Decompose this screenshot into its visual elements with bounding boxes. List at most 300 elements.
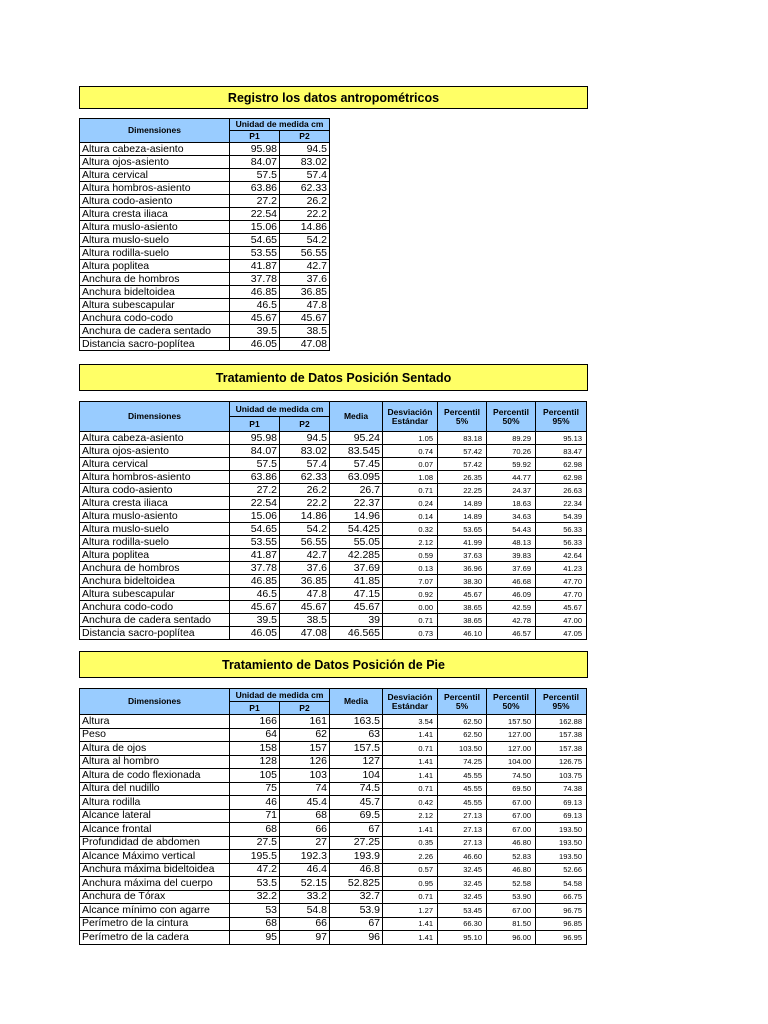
- table-row: [80, 234, 330, 247]
- cell-percentil-95: 56.33: [536, 523, 587, 536]
- cell-p1: 46.85: [230, 575, 280, 588]
- dimension-label: Altura muslo-asiento: [80, 510, 230, 523]
- cell-desviacion: 0.71: [383, 890, 438, 904]
- pie-table: [79, 688, 587, 945]
- cell-p2: 47.08: [280, 627, 330, 640]
- cell-p2: 62.33: [280, 182, 330, 195]
- cell-desviacion: 1.41: [383, 755, 438, 769]
- sentado-title: Tratamiento de Datos Posición Sentado: [79, 364, 588, 391]
- cell-desviacion: 0.95: [383, 877, 438, 891]
- table-row: [80, 195, 330, 208]
- header-p2: P2: [280, 417, 330, 432]
- cell-percentil-50: 53.90: [487, 890, 536, 904]
- cell-desviacion: 1.41: [383, 728, 438, 742]
- cell-percentil-95: 162.88: [536, 715, 587, 729]
- cell-percentil-95: 157.38: [536, 728, 587, 742]
- cell-media: 163.5: [330, 715, 383, 729]
- cell-desviacion: 0.71: [383, 614, 438, 627]
- cell-percentil-95: 42.64: [536, 549, 587, 562]
- cell-percentil-50: 89.29: [487, 432, 536, 445]
- cell-media: 39: [330, 614, 383, 627]
- header-unidad: Unidad de medida cm: [230, 119, 330, 131]
- cell-p2: 47.8: [280, 588, 330, 601]
- cell-percentil-5: 38.30: [438, 575, 487, 588]
- dimension-label: Altura muslo-suelo: [80, 234, 230, 247]
- registro-title: Registro los datos antropométricos: [79, 86, 588, 109]
- dimension-label: Anchura de Tórax: [80, 890, 230, 904]
- cell-percentil-50: 18.63: [487, 497, 536, 510]
- cell-p1: 158: [230, 742, 280, 756]
- cell-desviacion: 1.41: [383, 769, 438, 783]
- cell-p1: 63.86: [230, 182, 280, 195]
- dimension-label: Profundidad de abdomen: [80, 836, 230, 850]
- cell-percentil-50: 59.92: [487, 458, 536, 471]
- cell-percentil-50: 39.83: [487, 549, 536, 562]
- dimension-label: Altura rodilla: [80, 796, 230, 810]
- cell-p1: 95: [230, 931, 280, 945]
- header-p1: P1: [230, 702, 280, 715]
- cell-p1: 95.98: [230, 432, 280, 445]
- cell-desviacion: 3.54: [383, 715, 438, 729]
- dimension-label: Anchura bideltoidea: [80, 286, 230, 299]
- cell-p1: 53.55: [230, 536, 280, 549]
- cell-desviacion: 0.71: [383, 782, 438, 796]
- cell-p2: 192.3: [280, 850, 330, 864]
- cell-media: 95.24: [330, 432, 383, 445]
- cell-media: 104: [330, 769, 383, 783]
- cell-p1: 37.78: [230, 273, 280, 286]
- cell-percentil-50: 127.00: [487, 742, 536, 756]
- dimension-label: Altura al hombro: [80, 755, 230, 769]
- table-row: [80, 169, 330, 182]
- cell-percentil-5: 46.60: [438, 850, 487, 864]
- header-p1: P1: [230, 417, 280, 432]
- cell-p2: 38.5: [280, 325, 330, 338]
- cell-desviacion: 0.00: [383, 601, 438, 614]
- table-row: [80, 836, 587, 850]
- cell-percentil-5: 45.55: [438, 796, 487, 810]
- cell-media: 63: [330, 728, 383, 742]
- cell-percentil-50: 46.57: [487, 627, 536, 640]
- dimension-label: Altura del nudillo: [80, 782, 230, 796]
- cell-media: 96: [330, 931, 383, 945]
- cell-percentil-95: 193.50: [536, 836, 587, 850]
- cell-p2: 45.67: [280, 312, 330, 325]
- header-p2: P2: [280, 702, 330, 715]
- table-row: [80, 823, 587, 837]
- table-row: [80, 890, 587, 904]
- cell-p1: 39.5: [230, 614, 280, 627]
- cell-percentil-95: 62.98: [536, 471, 587, 484]
- cell-percentil-5: 53.45: [438, 904, 487, 918]
- dimension-label: Altura poplitea: [80, 260, 230, 273]
- cell-percentil-95: 157.38: [536, 742, 587, 756]
- dimension-label: Altura cervical: [80, 169, 230, 182]
- cell-p2: 37.6: [280, 273, 330, 286]
- cell-p1: 46.5: [230, 588, 280, 601]
- dimension-label: Altura codo-asiento: [80, 484, 230, 497]
- cell-desviacion: 0.71: [383, 742, 438, 756]
- dimension-label: Alcance lateral: [80, 809, 230, 823]
- header-p1: P1: [230, 131, 280, 143]
- cell-percentil-50: 127.00: [487, 728, 536, 742]
- cell-p1: 15.06: [230, 510, 280, 523]
- cell-p1: 46.05: [230, 627, 280, 640]
- cell-percentil-95: 95.13: [536, 432, 587, 445]
- cell-percentil-50: 81.50: [487, 917, 536, 931]
- cell-percentil-50: 46.09: [487, 588, 536, 601]
- cell-percentil-95: 66.75: [536, 890, 587, 904]
- cell-p1: 68: [230, 917, 280, 931]
- table-row: [80, 523, 587, 536]
- header-percentil-50: Percentil 50%: [487, 689, 536, 715]
- cell-p2: 47.08: [280, 338, 330, 351]
- cell-percentil-5: 37.63: [438, 549, 487, 562]
- cell-percentil-95: 22.34: [536, 497, 587, 510]
- table-row: [80, 247, 330, 260]
- cell-p2: 83.02: [280, 156, 330, 169]
- cell-p2: 57.4: [280, 169, 330, 182]
- pie-title: Tratamiento de Datos Posición de Pie: [79, 651, 588, 678]
- cell-percentil-5: 32.45: [438, 890, 487, 904]
- cell-percentil-5: 66.30: [438, 917, 487, 931]
- cell-desviacion: 0.73: [383, 627, 438, 640]
- cell-percentil-95: 47.70: [536, 575, 587, 588]
- cell-p2: 42.7: [280, 260, 330, 273]
- cell-desviacion: 0.74: [383, 445, 438, 458]
- cell-p1: 84.07: [230, 445, 280, 458]
- table-row: [80, 286, 330, 299]
- cell-media: 67: [330, 917, 383, 931]
- table-row: [80, 458, 587, 471]
- cell-percentil-50: 67.00: [487, 823, 536, 837]
- cell-desviacion: 1.08: [383, 471, 438, 484]
- cell-percentil-95: 193.50: [536, 823, 587, 837]
- cell-p1: 37.78: [230, 562, 280, 575]
- table-row: [80, 755, 587, 769]
- cell-p1: 57.5: [230, 458, 280, 471]
- cell-p2: 37.6: [280, 562, 330, 575]
- cell-desviacion: 1.41: [383, 823, 438, 837]
- cell-p2: 46.4: [280, 863, 330, 877]
- cell-media: 69.5: [330, 809, 383, 823]
- cell-desviacion: 0.32: [383, 523, 438, 536]
- header-dimensiones: Dimensiones: [80, 119, 230, 143]
- cell-p1: 46.85: [230, 286, 280, 299]
- cell-percentil-50: 67.00: [487, 904, 536, 918]
- cell-percentil-5: 45.55: [438, 782, 487, 796]
- dimension-label: Alcance frontal: [80, 823, 230, 837]
- cell-p2: 47.8: [280, 299, 330, 312]
- table-row: [80, 471, 587, 484]
- cell-percentil-5: 45.67: [438, 588, 487, 601]
- cell-percentil-5: 27.13: [438, 836, 487, 850]
- cell-percentil-5: 46.10: [438, 627, 487, 640]
- cell-percentil-50: 24.37: [487, 484, 536, 497]
- cell-desviacion: 2.12: [383, 809, 438, 823]
- cell-percentil-5: 36.96: [438, 562, 487, 575]
- cell-media: 27.25: [330, 836, 383, 850]
- cell-p2: 62: [280, 728, 330, 742]
- header-unidad: Unidad de medida cm: [230, 402, 330, 417]
- dimension-label: Altura cervical: [80, 458, 230, 471]
- dimension-label: Altura cabeza-asiento: [80, 432, 230, 445]
- cell-p2: 157: [280, 742, 330, 756]
- dimension-label: Distancia sacro-poplítea: [80, 627, 230, 640]
- dimension-label: Perímetro de la cintura: [80, 917, 230, 931]
- cell-desviacion: 0.07: [383, 458, 438, 471]
- cell-p1: 63.86: [230, 471, 280, 484]
- cell-p2: 38.5: [280, 614, 330, 627]
- cell-media: 57.45: [330, 458, 383, 471]
- table-row: [80, 273, 330, 286]
- cell-p1: 15.06: [230, 221, 280, 234]
- cell-percentil-5: 32.45: [438, 863, 487, 877]
- dimension-label: Anchura codo-codo: [80, 601, 230, 614]
- table-row: [80, 588, 587, 601]
- table-row: [80, 221, 330, 234]
- cell-percentil-50: 46.80: [487, 836, 536, 850]
- cell-percentil-50: 67.00: [487, 809, 536, 823]
- cell-desviacion: 1.41: [383, 931, 438, 945]
- dimension-label: Altura muslo-asiento: [80, 221, 230, 234]
- registro-table: [79, 118, 330, 351]
- cell-percentil-5: 27.13: [438, 809, 487, 823]
- cell-desviacion: 2.12: [383, 536, 438, 549]
- cell-percentil-50: 42.78: [487, 614, 536, 627]
- cell-percentil-50: 37.69: [487, 562, 536, 575]
- cell-p2: 22.2: [280, 208, 330, 221]
- cell-p2: 42.7: [280, 549, 330, 562]
- cell-percentil-50: 46.68: [487, 575, 536, 588]
- cell-media: 54.425: [330, 523, 383, 536]
- dimension-label: Perímetro de la cadera: [80, 931, 230, 945]
- table-row: [80, 143, 330, 156]
- cell-p1: 27.5: [230, 836, 280, 850]
- cell-desviacion: 0.35: [383, 836, 438, 850]
- cell-p1: 68: [230, 823, 280, 837]
- cell-p1: 75: [230, 782, 280, 796]
- dimension-label: Alcance mínimo con agarre: [80, 904, 230, 918]
- cell-percentil-95: 193.50: [536, 850, 587, 864]
- dimension-label: Altura hombros-asiento: [80, 471, 230, 484]
- cell-desviacion: 0.92: [383, 588, 438, 601]
- table-row: [80, 260, 330, 273]
- table-row: [80, 338, 330, 351]
- cell-desviacion: 0.57: [383, 863, 438, 877]
- cell-p1: 46.5: [230, 299, 280, 312]
- cell-p2: 27: [280, 836, 330, 850]
- dimension-label: Alcance Máximo vertical: [80, 850, 230, 864]
- dimension-label: Altura cabeza-asiento: [80, 143, 230, 156]
- table-row: [80, 796, 587, 810]
- cell-percentil-5: 26.35: [438, 471, 487, 484]
- cell-p1: 41.87: [230, 549, 280, 562]
- table-row: [80, 904, 587, 918]
- cell-percentil-50: 69.50: [487, 782, 536, 796]
- table-row: [80, 742, 587, 756]
- table-row: [80, 809, 587, 823]
- cell-p2: 45.4: [280, 796, 330, 810]
- cell-percentil-50: 48.13: [487, 536, 536, 549]
- cell-p1: 64: [230, 728, 280, 742]
- cell-p2: 94.5: [280, 432, 330, 445]
- dimension-label: Altura de codo flexionada: [80, 769, 230, 783]
- cell-desviacion: 0.59: [383, 549, 438, 562]
- cell-percentil-95: 26.63: [536, 484, 587, 497]
- cell-p2: 14.86: [280, 221, 330, 234]
- cell-media: 45.7: [330, 796, 383, 810]
- cell-p2: 68: [280, 809, 330, 823]
- dimension-label: Altura rodilla-suelo: [80, 247, 230, 260]
- cell-percentil-95: 47.70: [536, 588, 587, 601]
- cell-p1: 39.5: [230, 325, 280, 338]
- cell-p2: 126: [280, 755, 330, 769]
- table-row: [80, 562, 587, 575]
- cell-percentil-50: 44.77: [487, 471, 536, 484]
- table-row: [80, 601, 587, 614]
- cell-percentil-50: 157.50: [487, 715, 536, 729]
- cell-p2: 97: [280, 931, 330, 945]
- cell-media: 32.7: [330, 890, 383, 904]
- cell-percentil-50: 52.83: [487, 850, 536, 864]
- dimension-label: Altura de ojos: [80, 742, 230, 756]
- cell-media: 41.85: [330, 575, 383, 588]
- cell-p1: 22.54: [230, 208, 280, 221]
- cell-media: 74.5: [330, 782, 383, 796]
- dimension-label: Altura codo-asiento: [80, 195, 230, 208]
- header-percentil-95: Percentil 95%: [536, 402, 587, 432]
- cell-percentil-5: 14.89: [438, 510, 487, 523]
- cell-percentil-50: 46.80: [487, 863, 536, 877]
- cell-p1: 32.2: [230, 890, 280, 904]
- table-row: [80, 445, 587, 458]
- cell-p1: 53: [230, 904, 280, 918]
- dimension-label: Altura subescapular: [80, 588, 230, 601]
- dimension-label: Anchura de hombros: [80, 562, 230, 575]
- cell-percentil-95: 96.95: [536, 931, 587, 945]
- table-row: [80, 931, 587, 945]
- dimension-label: Anchura bideltoidea: [80, 575, 230, 588]
- dimension-label: Altura: [80, 715, 230, 729]
- cell-media: 46.565: [330, 627, 383, 640]
- cell-p1: 45.67: [230, 312, 280, 325]
- header-percentil-5: Percentil 5%: [438, 402, 487, 432]
- dimension-label: Peso: [80, 728, 230, 742]
- header-media: Media: [330, 402, 383, 432]
- cell-percentil-95: 47.00: [536, 614, 587, 627]
- cell-p2: 36.85: [280, 286, 330, 299]
- cell-percentil-5: 95.10: [438, 931, 487, 945]
- cell-percentil-5: 53.65: [438, 523, 487, 536]
- cell-p2: 74: [280, 782, 330, 796]
- pie-body: [80, 715, 587, 945]
- registro-body: [80, 143, 330, 351]
- cell-media: 67: [330, 823, 383, 837]
- table-row: [80, 510, 587, 523]
- cell-p2: 54.2: [280, 234, 330, 247]
- cell-percentil-95: 41.23: [536, 562, 587, 575]
- sentado-body: [80, 432, 587, 640]
- cell-percentil-5: 83.18: [438, 432, 487, 445]
- cell-p2: 26.2: [280, 195, 330, 208]
- table-row: [80, 715, 587, 729]
- cell-percentil-5: 62.50: [438, 728, 487, 742]
- cell-p1: 95.98: [230, 143, 280, 156]
- header-unidad: Unidad de medida cm: [230, 689, 330, 702]
- table-row: [80, 536, 587, 549]
- cell-percentil-95: 96.75: [536, 904, 587, 918]
- cell-percentil-5: 57.42: [438, 458, 487, 471]
- dimension-label: Altura ojos-asiento: [80, 445, 230, 458]
- cell-media: 157.5: [330, 742, 383, 756]
- cell-percentil-5: 57.42: [438, 445, 487, 458]
- table-row: [80, 312, 330, 325]
- cell-p1: 195.5: [230, 850, 280, 864]
- cell-p2: 62.33: [280, 471, 330, 484]
- cell-percentil-50: 34.63: [487, 510, 536, 523]
- dimension-label: Anchura de hombros: [80, 273, 230, 286]
- dimension-label: Altura cresta iliaca: [80, 208, 230, 221]
- cell-p2: 161: [280, 715, 330, 729]
- dimension-label: Altura hombros-asiento: [80, 182, 230, 195]
- cell-percentil-95: 83.47: [536, 445, 587, 458]
- cell-percentil-5: 38.65: [438, 614, 487, 627]
- dimension-label: Altura muslo-suelo: [80, 523, 230, 536]
- dimension-label: Distancia sacro-poplítea: [80, 338, 230, 351]
- cell-percentil-95: 126.75: [536, 755, 587, 769]
- cell-media: 127: [330, 755, 383, 769]
- cell-percentil-50: 54.43: [487, 523, 536, 536]
- cell-p2: 94.5: [280, 143, 330, 156]
- cell-p1: 53.5: [230, 877, 280, 891]
- sentado-table: [79, 401, 587, 640]
- cell-percentil-95: 69.13: [536, 796, 587, 810]
- cell-p1: 46: [230, 796, 280, 810]
- cell-p2: 52.15: [280, 877, 330, 891]
- cell-media: 83.545: [330, 445, 383, 458]
- cell-p1: 45.67: [230, 601, 280, 614]
- cell-desviacion: 0.24: [383, 497, 438, 510]
- cell-p1: 46.05: [230, 338, 280, 351]
- cell-percentil-95: 103.75: [536, 769, 587, 783]
- cell-media: 55.05: [330, 536, 383, 549]
- cell-percentil-50: 74.50: [487, 769, 536, 783]
- header-dimensiones: Dimensiones: [80, 689, 230, 715]
- cell-percentil-95: 62.98: [536, 458, 587, 471]
- cell-percentil-5: 38.65: [438, 601, 487, 614]
- cell-percentil-5: 27.13: [438, 823, 487, 837]
- cell-percentil-50: 70.26: [487, 445, 536, 458]
- cell-p2: 83.02: [280, 445, 330, 458]
- table-row: [80, 549, 587, 562]
- table-row: [80, 863, 587, 877]
- header-desviacion: Desviación Estándar: [383, 402, 438, 432]
- table-row: [80, 156, 330, 169]
- table-row: [80, 850, 587, 864]
- dimension-label: Altura rodilla-suelo: [80, 536, 230, 549]
- table-row: [80, 728, 587, 742]
- cell-p2: 33.2: [280, 890, 330, 904]
- cell-percentil-5: 32.45: [438, 877, 487, 891]
- cell-percentil-95: 54.39: [536, 510, 587, 523]
- dimension-label: Anchura codo-codo: [80, 312, 230, 325]
- dimension-label: Anchura de cadera sentado: [80, 325, 230, 338]
- table-row: [80, 484, 587, 497]
- cell-media: 52.825: [330, 877, 383, 891]
- table-row: [80, 182, 330, 195]
- dimension-label: Altura ojos-asiento: [80, 156, 230, 169]
